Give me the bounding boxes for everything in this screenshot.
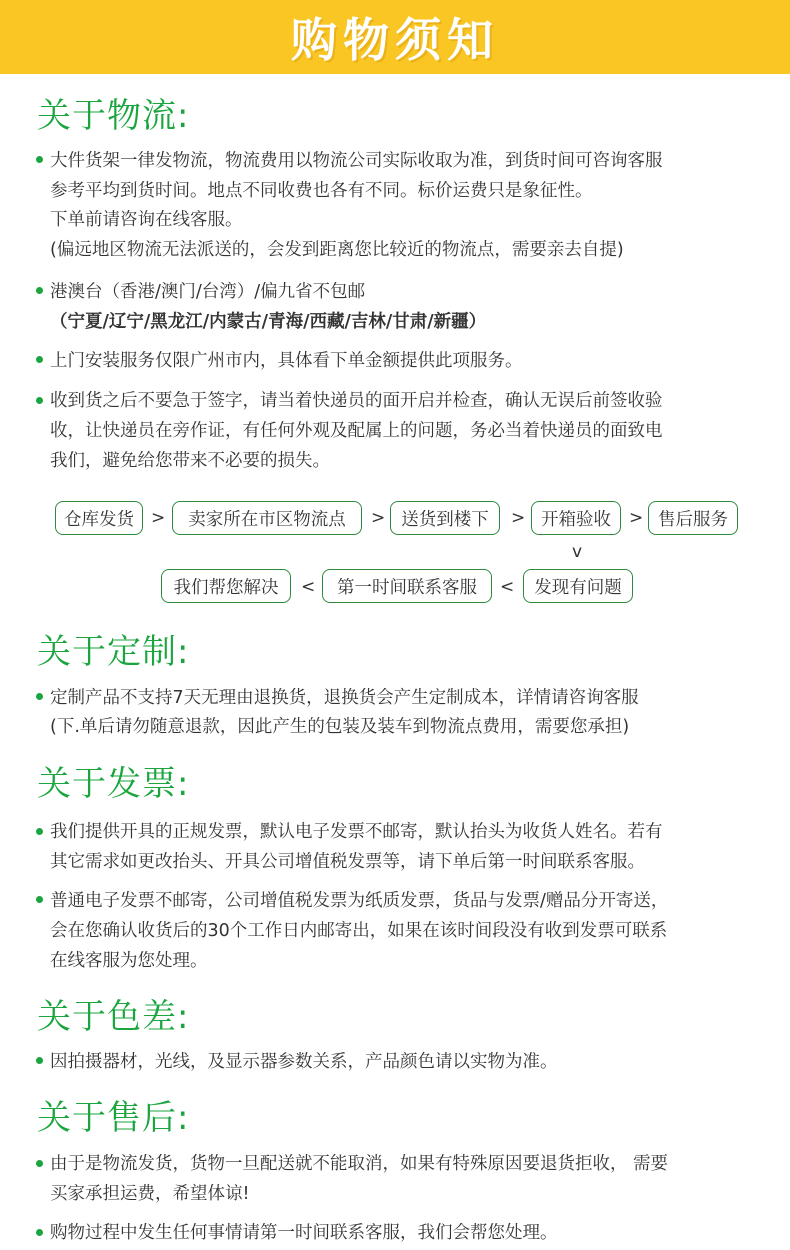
flow-step-warehouse: 仓库发货 — [55, 501, 143, 535]
invoice-item-1-line-2: 其它需求如更改抬头、开具公司增值税发票等，请下单后第一时间联系客服。 — [50, 852, 645, 872]
invoice-item-2-line-2: 会在您确认收货后的30个工作日内邮寄出，如果在该时间段没有收到发票可联系 — [50, 921, 668, 941]
flow-step-deliver-downstairs: 送货到楼下 — [390, 501, 500, 535]
bullet-icon — [36, 287, 43, 294]
bullet-icon — [36, 1057, 43, 1064]
logistics-item-1-line-3: 下单前请咨询在线客服。 — [50, 210, 243, 230]
flow-arrow-down: v — [572, 542, 583, 562]
custom-section-title: 关于定制: — [37, 632, 190, 672]
flow-step-after-sales: 售后服务 — [648, 501, 738, 535]
bullet-icon — [36, 397, 43, 404]
logistics-item-1-line-2: 参考平均到货时间。地点不同收费也各有不同。标价运费只是象征性。 — [50, 181, 593, 201]
flow-step-find-problem: 发现有问题 — [523, 569, 633, 603]
logistics-item-4-line-2: 收，让快递员在旁作证，有任何外观及配属上的问题，务必当着快递员的面致电 — [50, 421, 663, 441]
invoice-section-title: 关于发票: — [37, 764, 190, 804]
aftersale-item-1-line-1: 由于是物流发货，货物一旦配送就不能取消，如果有特殊原因要退货拒收， 需要 — [50, 1154, 669, 1174]
logistics-item-1-line-1: 大件货架一律发物流，物流费用以物流公司实际收取为准，到货时间可咨询客服 — [50, 151, 663, 171]
flow-arrow-right-4: > — [629, 508, 644, 528]
bullet-icon — [36, 693, 43, 700]
bullet-icon — [36, 356, 43, 363]
flow-step-we-solve: 我们帮您解决 — [161, 569, 291, 603]
invoice-item-1-line-1: 我们提供开具的正规发票，默认电子发票不邮寄，默认抬头为收货人姓名。若有 — [50, 822, 663, 842]
flow-step-unbox-inspect: 开箱验收 — [531, 501, 621, 535]
header-banner — [0, 0, 790, 74]
bullet-icon — [36, 828, 43, 835]
flow-arrow-left-1: < — [301, 577, 316, 597]
aftersale-item-1-line-2: 买家承担运费，希望体谅! — [50, 1184, 250, 1204]
aftersale-item-2-line-1: 购物过程中发生任何事情请第一时间联系客服，我们会帮您处理。 — [50, 1223, 558, 1243]
flow-arrow-right-1: > — [151, 508, 166, 528]
flow-step-contact-service: 第一时间联系客服 — [322, 569, 492, 603]
logistics-item-1-line-4: (偏远地区物流无法派送的，会发到距离您比较近的物流点，需要亲去自提) — [50, 240, 624, 260]
color-section-title: 关于色差: — [37, 997, 190, 1037]
logistics-item-2-line-2: （宁夏/辽宁/黑龙江/内蒙古/青海/西藏/吉林/甘肃/新疆） — [50, 312, 487, 332]
custom-item-1-line-1: 定制产品不支持7天无理由退换货，退换货会产生定制成本，详情请咨询客服 — [50, 688, 639, 708]
invoice-item-2-line-3: 在线客服为您处理。 — [50, 951, 208, 971]
logistics-item-4-line-3: 我们，避免给您带来不必要的损失。 — [50, 451, 330, 471]
flow-arrow-right-2: > — [371, 508, 386, 528]
bullet-icon — [36, 1229, 43, 1236]
logistics-item-3-line-1: 上门安装服务仅限广州市内，具体看下单金额提供此项服务。 — [50, 351, 523, 371]
bullet-icon — [36, 156, 43, 163]
invoice-item-2-line-1: 普通电子发票不邮寄，公司增值税发票为纸质发票，货品与发票/赠品分开寄送， — [50, 891, 669, 911]
bullet-icon — [36, 896, 43, 903]
custom-item-1-line-2: (下.单后请勿随意退款，因此产生的包装及装车到物流点费用，需要您承担) — [50, 717, 630, 737]
aftersale-section-title: 关于售后: — [37, 1098, 190, 1138]
flow-arrow-left-2: < — [500, 577, 515, 597]
logistics-item-4-line-1: 收到货之后不要急于签字，请当着快递员的面开启并检查，确认无误后前签收验 — [50, 391, 663, 411]
flow-step-city-depot: 卖家所在市区物流点 — [172, 501, 362, 535]
page-title: 购物须知 — [291, 13, 499, 67]
logistics-item-2-line-1: 港澳台（香港/澳门/台湾）/偏九省不包邮 — [50, 282, 366, 302]
bullet-icon — [36, 1160, 43, 1167]
logistics-section-title: 关于物流: — [37, 96, 190, 136]
color-item-1-line-1: 因拍摄器材，光线，及显示器参数关系，产品颜色请以实物为准。 — [50, 1052, 558, 1072]
flow-arrow-right-3: > — [511, 508, 526, 528]
